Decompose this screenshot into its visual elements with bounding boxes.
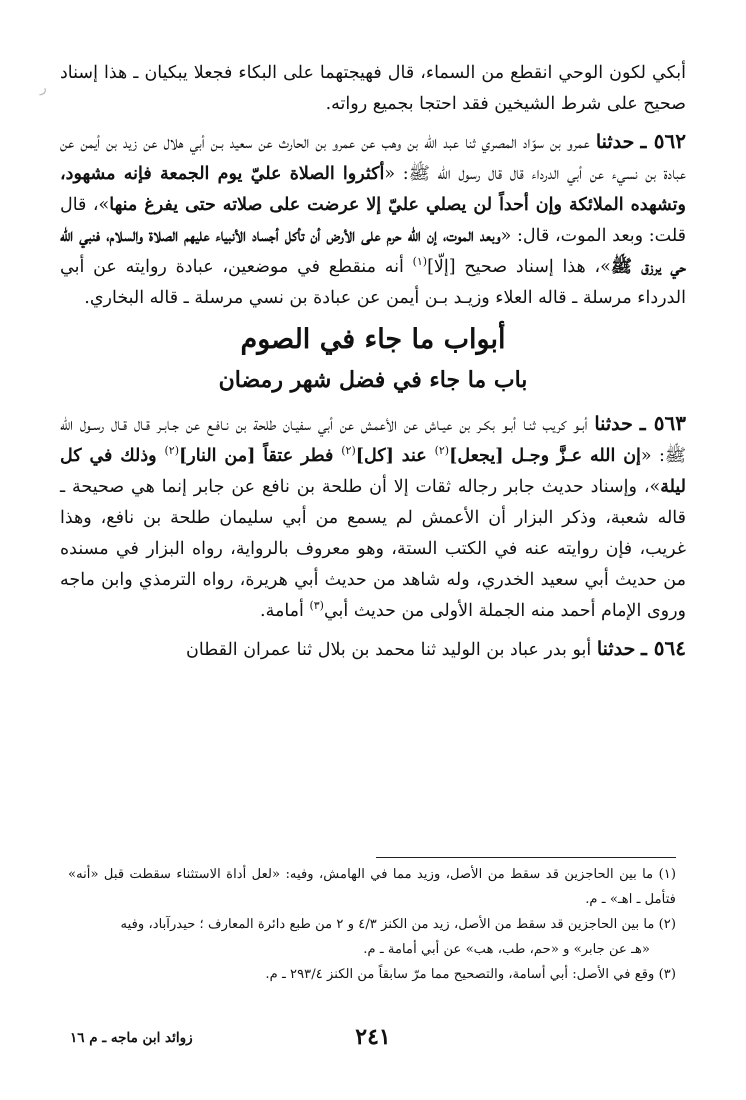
footnote-ref[interactable]: (٣) (309, 599, 324, 613)
isnad-text: أبو بدر عباد بن الوليد ثنا محمد بن بلال ثنا عمران القطان (186, 640, 597, 660)
hadith-text: »، وإسناد حديث جابر رجاله ثقات إلا أن طلحة بن نافع عن جابر إنما هي صحيحة ـ قاله شعبة، وذكر البزار أن الأعمش لم يسمع من أبي سليمان طلحة بن نافع، وهذا غريب، فإن روايته عنه في الكتب الستة، وهو معروف بالرواية، رواه البزار في مسنده من حديث أبي سعيد الخدري، وله شاهد من حديث أبي هريرة، رواه الترمذي وابن ماجه وروى الإمام أحمد منه الجملة الأولى من حديث أبي (60, 477, 686, 621)
hadith-text: »، هذا إسناد صحيح [إلّا] (427, 257, 611, 277)
page-number: ٢٤١ (355, 1024, 391, 1050)
chapter-heading: باب ما جاء في فضل شهر رمضان (218, 367, 528, 393)
matn-text: وبعد الموت، إن الله حرم على الأرض أن تأكل أجساد الأنبياء عليهم الصلاة والسلام، فنبي الله حي يرزق ﷺ (60, 226, 687, 277)
haddathana-keyword: حدثنا (596, 638, 636, 660)
footnote-ref[interactable]: (٢) (341, 444, 356, 458)
isnad-text: عمرو بن سوّاد المصري ثنا عبد الله بن وهب عن عمرو بن الحارث عن سعيد بـن أبي هلال عن زيد بن أيمن عن عبادة بن نسيء عن أبي الدرداء قال قال رسول الله ﷺ: « (60, 133, 687, 184)
hadith-562 (60, 126, 686, 314)
margin-mark: ﺭ (40, 80, 47, 96)
running-title: زوائد ابن ماجه ـ م ١٦ (70, 1030, 193, 1046)
hadith-564 (60, 633, 686, 666)
footnote-3: (٣) وقع في الأصل: أبي أسامة، والتصحيح مما مرّ سابقاً من الكنز ٢٩٣/٤ ـ م. (265, 967, 676, 982)
footnote-2-continued: «هـ عن جابر» و «حم، طب، هب» عن أبي أمامة ـ م. (363, 942, 650, 957)
hadith-text: أنه منقطع في موضعين، عبادة روايته عن أبي الدرداء مرسلة ـ قاله العلاء وزيـد بـن أيمن عن عبادة بن نسي مرسلة ـ قاله البخاري. (60, 257, 686, 308)
isnad-text: أبـو كريب ثنـا أبـو بكـر بن عيـاش عن الأعمش عن أبي سفيـان طلحة بن نـافـع عن جـابـر قـال قـال رسـول الله ﷺ: « (60, 415, 687, 466)
matn-text: وذلك في كل ليلة (60, 446, 686, 497)
footnote-divider (376, 857, 676, 858)
footnote-1: (١) ما بين الحاجزين قد سقط من الأصل، وزيد مما في الهامش، وفيه: «لعل أداة الاستثناء سقطت قبل «أنه» فتأمل ـ اهـ» ـ م. (68, 867, 676, 907)
hadith-563 (60, 408, 686, 627)
hadith-number: ٥٦٣ ـ (639, 411, 686, 435)
hadith-text: أمامة. (260, 601, 310, 621)
hadith-number: ٥٦٤ ـ (640, 636, 686, 660)
footnote-ref[interactable]: (٢) (434, 444, 450, 458)
hadith-text: »، قال قلت: وبعد الموت، قال: « (60, 195, 686, 246)
footnote-ref[interactable]: (٢) (164, 444, 179, 458)
footnotes (68, 862, 676, 987)
haddathana-keyword: حدثنا (594, 413, 633, 435)
footnote-ref[interactable]: (١) (412, 255, 428, 269)
matn-text: إن الله عـزَّ وجـل [يجعل] (449, 446, 641, 466)
matn-text: أكثروا الصلاة عليّ يوم الجمعة فإنه مشهود، وتشهده الملائكة وإن أحداً لن يصلي عليّ إلا عرضت على صلاته حتى يفرغ منها (60, 164, 686, 215)
haddathana-keyword: حدثنا (595, 131, 635, 153)
footnote-2: (٢) ما بين الحاجزين قد سقط من الأصل، زيد من الكنز ٤/٣ و ٢ من طبع دائرة المعارف ؛ حيدرآباد، وفيه (120, 917, 676, 932)
hadith-number: ٥٦٢ ـ (640, 129, 686, 153)
paragraph-continuation: أبكي لكون الوحي انقطع من السماء، قال فهيجتهما على البكاء فجعلا يبكيان ـ هذا إسناد صحيح على شرط الشيخين فقد احتجا بجميع رواته. (60, 63, 686, 114)
matn-text: عند [كل] (355, 446, 435, 466)
matn-text: فطر عتقاً [من النار] (178, 446, 342, 466)
section-heading: أبواب ما جاء في الصوم (240, 324, 506, 355)
